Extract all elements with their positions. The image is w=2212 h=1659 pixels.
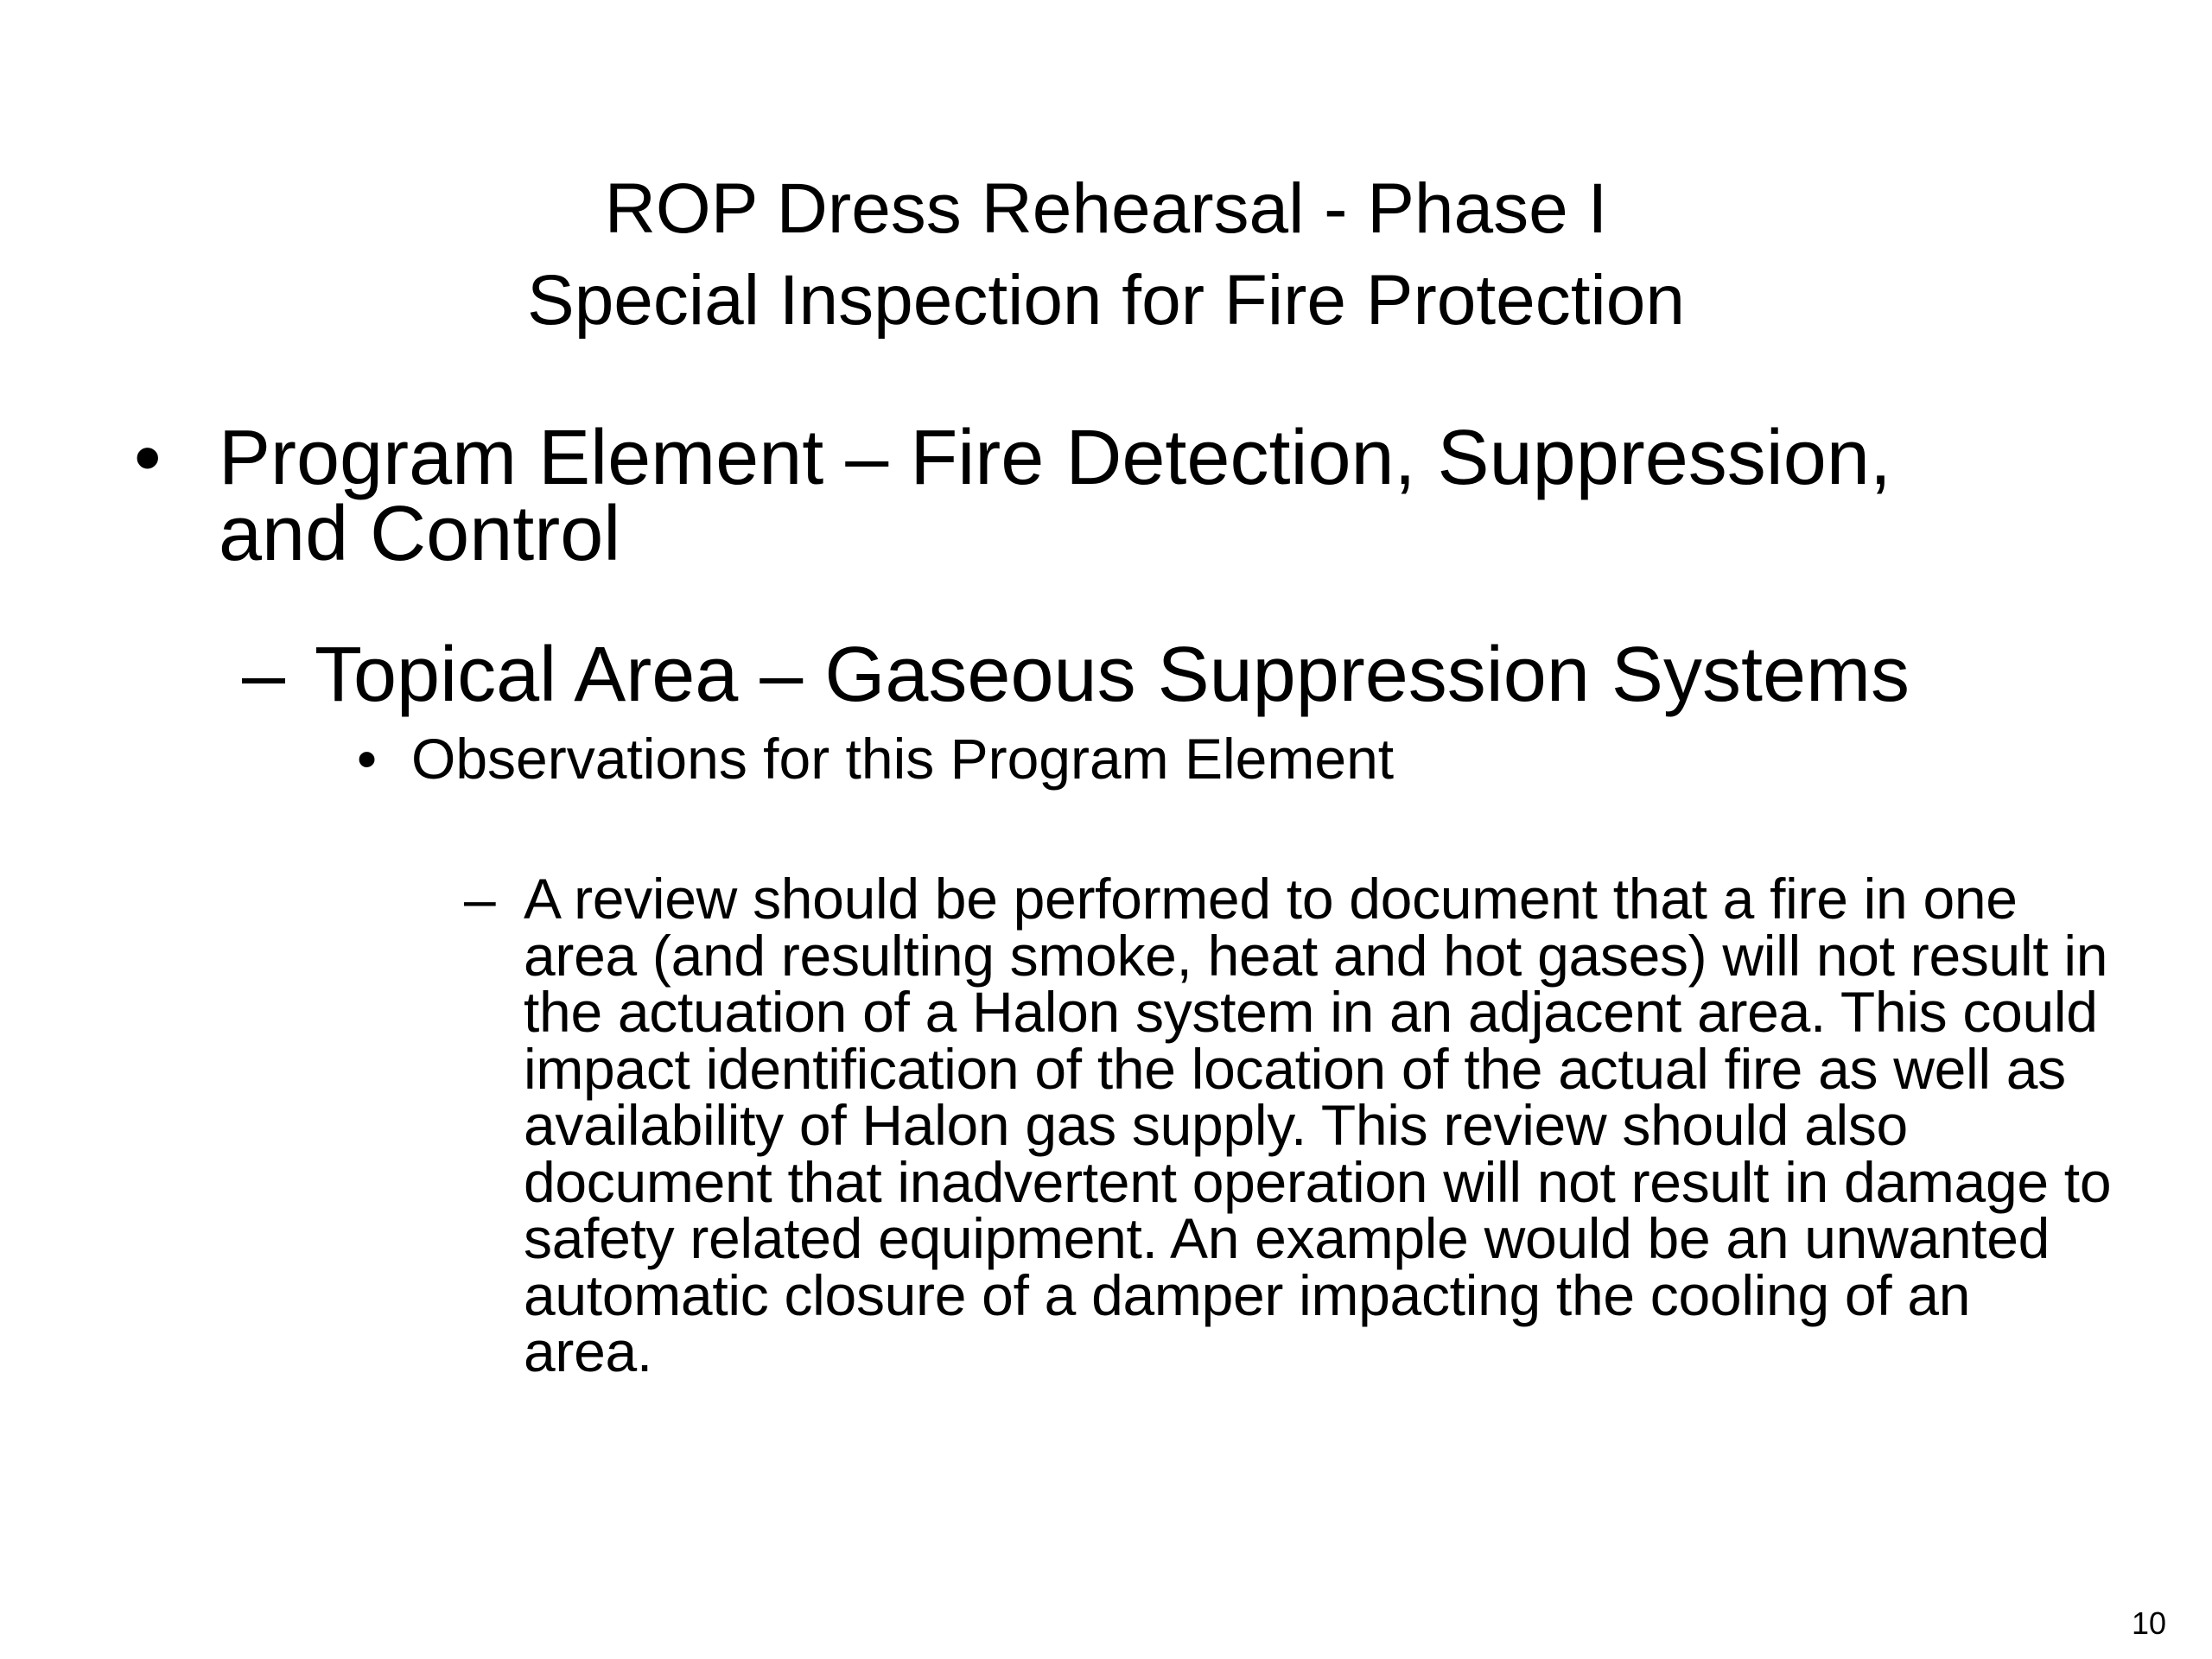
bullet-level2-text: Topical Area – Gaseous Suppression Systems	[315, 632, 1910, 718]
dash-marker: –	[464, 867, 496, 931]
bullet-marker: •	[357, 727, 378, 791]
slide-title-line2: Special Inspection for Fire Protection	[527, 261, 1685, 340]
bullet-level1-text: Program Element – Fire Detection, Suppression, and Control	[219, 415, 1891, 577]
slide-title-line1: ROP Dress Rehearsal - Phase I	[604, 169, 1608, 248]
bullet-level3-text: Observations for this Program Element	[411, 727, 1395, 791]
bullet-marker: •	[134, 415, 162, 501]
page-number: 10	[2131, 1605, 2166, 1641]
dash-marker: –	[242, 632, 286, 718]
bullet-level4-text: A review should be performed to document that a fire in one area (and resulting smoke, heat and hot gases) will not result in the actuation of a Halon system in an adjacent area. This could impact identification of the location of the actual fire as well as availability of Halon gas supply. This review should also document that inadvertent operation will not result in damage to safety related equipment. An example would be an unwanted automatic closure of a damper impacting the cooling of an area.	[524, 867, 2112, 1383]
